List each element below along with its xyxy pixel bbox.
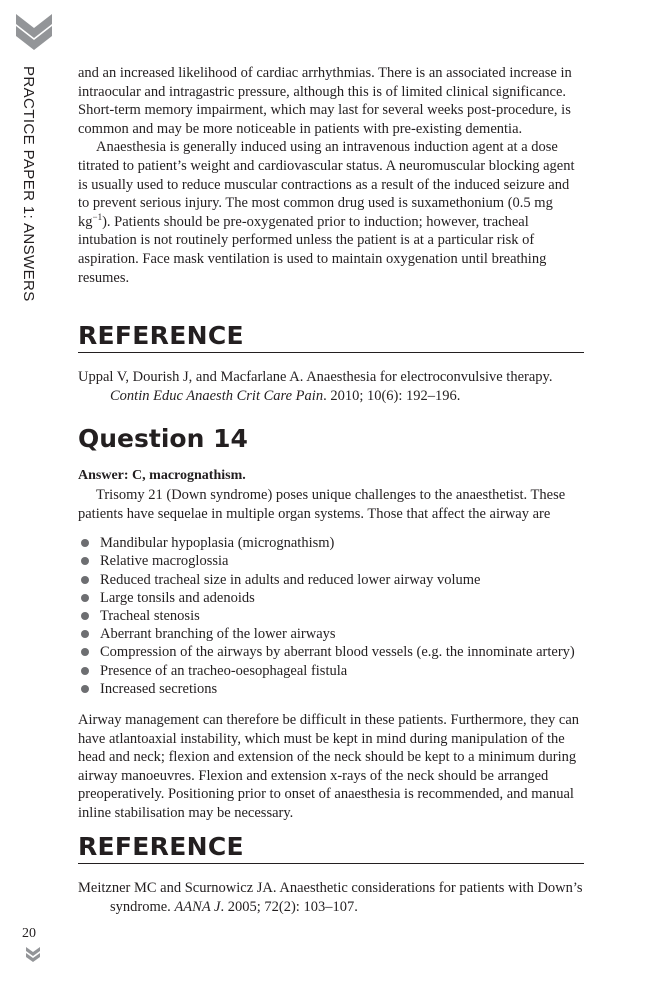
reference-heading: REFERENCE (78, 322, 584, 353)
list-item: Aberrant branching of the lower airways (78, 625, 584, 643)
list-item: Increased secretions (78, 680, 584, 698)
page-number: 20 (22, 926, 36, 941)
superscript: −1 (92, 211, 103, 222)
list-item: Compression of the airways by aberrant blood vessels (e.g. the innominate artery) (78, 643, 584, 661)
chevron-down-icon (14, 12, 54, 52)
bullet-icon (81, 648, 89, 656)
question-heading: Question 14 (78, 424, 248, 453)
list-item: Relative macroglossia (78, 552, 584, 570)
paragraph: Airway management can therefore be difficult in these patients. Furthermore, they can have atlantoaxial instability, which must be kept in mind during manipulation of the head and neck; flexion and extension of the neck should be kept to a minimum during airway manoeuvres. Flexion and extension x-rays of the neck should be arranged preoperatively. Positioning prior to onset of anaesthesia is recommended, and manual inline stabilisation may be necessary. (78, 712, 580, 821)
section-side-label: PRACTICE PAPER 1: ANSWERS (20, 66, 37, 302)
citation: Meitzner MC and Scurnowicz JA. Anaesthetic considerations for patients with Down’s syndrome. AANA J. 2005; 72(2): 103–107. (78, 880, 583, 915)
reference-entry (78, 879, 584, 916)
bullet-icon (81, 685, 89, 693)
journal-title: Contin Educ Anaesth Crit Care Pain (110, 387, 324, 404)
paragraph: Trisomy 21 (Down syndrome) poses unique challenges to the anaesthetist. These patients have sequelae in multiple organ systems. Those that affect the airway are (78, 487, 566, 522)
citation: Uppal V, Dourish J, and Macfarlane A. Anaesthesia for electroconvulsive therapy. Contin Educ Anaesth Crit Care Pain. 2010; 10(6): 192–196. (78, 369, 553, 404)
list-item: Tracheal stenosis (78, 607, 584, 625)
answer-label: Answer: C, macrognathism. (78, 468, 246, 483)
journal-title: AANA J (174, 898, 221, 915)
list-item: Reduced tracheal size in adults and reduced lower airway volume (78, 571, 584, 589)
bullet-icon (81, 667, 89, 675)
reference-heading: REFERENCE (78, 833, 584, 864)
paragraph: and an increased likelihood of cardiac arrhythmias. There is an associated increase in intraocular and intragastric pressure, although this is of limited clinical significance. Short-term memory impairment, which may last for several weeks post-procedure, is common and may be more noticeable in patients with pre-existing dementia. (78, 65, 572, 137)
bullet-icon (81, 594, 89, 602)
paragraph: Anaesthesia is generally induced using an intravenous induction agent at a dose titrated to patient’s weight and cardiovascular status. A neuromuscular blocking agent is usually used to reduce muscular contractions as a result of the induced seizure and to prevent serious injury. The most common drug used is suxamethonium (0.5 mg $kg^{-1}$). Patients should be pre-oxygenated prior to induction; however, tracheal intubation is not routinely performed unless the patient is at a particular risk of aspiration. Face mask ventilation is used to maintain oxygenation until breathing resumes. (78, 139, 575, 286)
reference-entry (78, 368, 584, 405)
intro-text (78, 64, 584, 287)
bullet-icon (81, 612, 89, 620)
question-body (78, 468, 584, 823)
bullet-icon (81, 630, 89, 638)
bullet-icon (81, 539, 89, 547)
chevron-down-icon (25, 946, 41, 962)
bullet-icon (81, 557, 89, 565)
list-item: Large tonsils and adenoids (78, 589, 584, 607)
list-item: Presence of an tracheo-oesophageal fistula (78, 662, 584, 680)
bullet-list (78, 534, 584, 698)
list-item: Mandibular hypoplasia (micrognathism) (78, 534, 584, 552)
bullet-icon (81, 576, 89, 584)
